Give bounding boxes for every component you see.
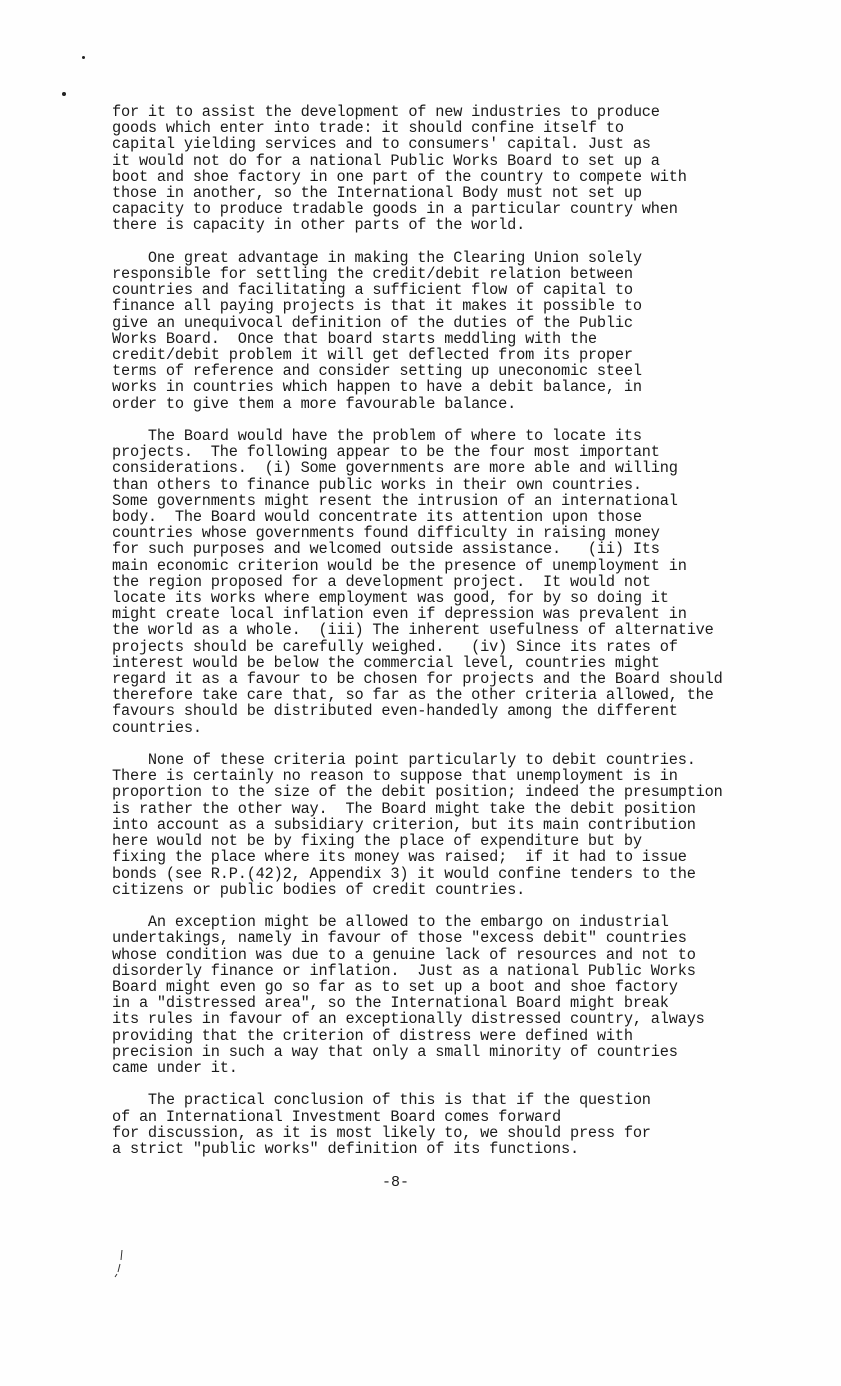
paragraph-1: for it to assist the development of new industries to produce goods which enter into trade: it should confine itself to capital yielding services and to consumers' capital. Just as it would not do for a national Public Works Board to set up a boot and shoe factory in one part of the country to compete with those in another, so the International Body must not set up capacity to produce tradable goods in a particular country when there is capacity in other parts of the world. bbox=[112, 103, 687, 235]
paragraph-6: The practical conclusion of this is that if the question of an International Investment Board comes forward for discussion, as it is most likely to, we should press for a strict "public works" definition of its functions. bbox=[112, 1091, 651, 1158]
paragraph-2: One great advantage in making the Clearing Union solely responsible for settling the credit/debit relation between countries and facilitating a sufficient flow of capital to finance all paying projects is that it makes it possible to give an unequivocal definition of the duties of the Public Works Board. Once that board starts meddling with the credit/debit problem it will get deflected from its proper terms of reference and consider setting up uneconomic steel works in countries which happen to have a debit balance, in order to give them a more favourable balance. bbox=[112, 248, 642, 413]
paragraph-4: None of these criteria point particularly to debit countries. There is certainly no reason to suppose that unemployment is in proportion to the size of the debit position; indeed the presumption is rather the other way. The Board might take the debit position into account as a subsidiary criterion, but its main contribution here would not be by fixing the place of expenditure but by fixing the place where its money was raised; if it had to issue bonds (see R.P.(42)2, Appendix 3) it would confine tenders to the citizens or public bodies of credit countries. bbox=[112, 751, 723, 899]
pencil-mark bbox=[112, 1248, 126, 1278]
page-number: -8- bbox=[382, 1174, 410, 1191]
paragraph-3: The Board would have the problem of where to locate its projects. The following appear to be the four most important considerations. (i) Some governments are more able and willing than others to finance public works in their own countries. Some governments might resent the intrusion of an international body. The Board would concentrate its attention upon those countries whose governments found difficulty in raising money for such purposes and welcomed outside assistance. (ii) Its main economic criterion would be the presence of unemployment in the region proposed for a development project. It would not locate its works where employment was good, for by so doing it might create local inflation even if depression was prevalent in the world as a whole. (iii) The inherent usefulness of alternative projects should be carefully weighed. (iv) Since its rates of interest would be below the commercial level, countries might regard it as a favour to be chosen for projects and the Board should therefore take care that, so far as the other criteria allowed, the favours should be distributed even-handedly among the different countries. bbox=[112, 427, 723, 737]
scan-speck bbox=[82, 56, 85, 59]
document-body bbox=[112, 104, 792, 1157]
scan-speck bbox=[62, 92, 66, 96]
paragraph-5: An exception might be allowed to the embargo on industrial undertakings, namely in favour of those "excess debit" countries whose condition was due to a genuine lack of resources and not to disorderly finance or inflation. Just as a national Public Works Board might even go so far as to set up a boot and shoe factory in a "distressed area", so the International Board might break its rules in favour of an exceptionally distressed country, always providing that the criterion of distress were defined with precision in such a way that only a small minority of countries came under it. bbox=[112, 913, 705, 1077]
